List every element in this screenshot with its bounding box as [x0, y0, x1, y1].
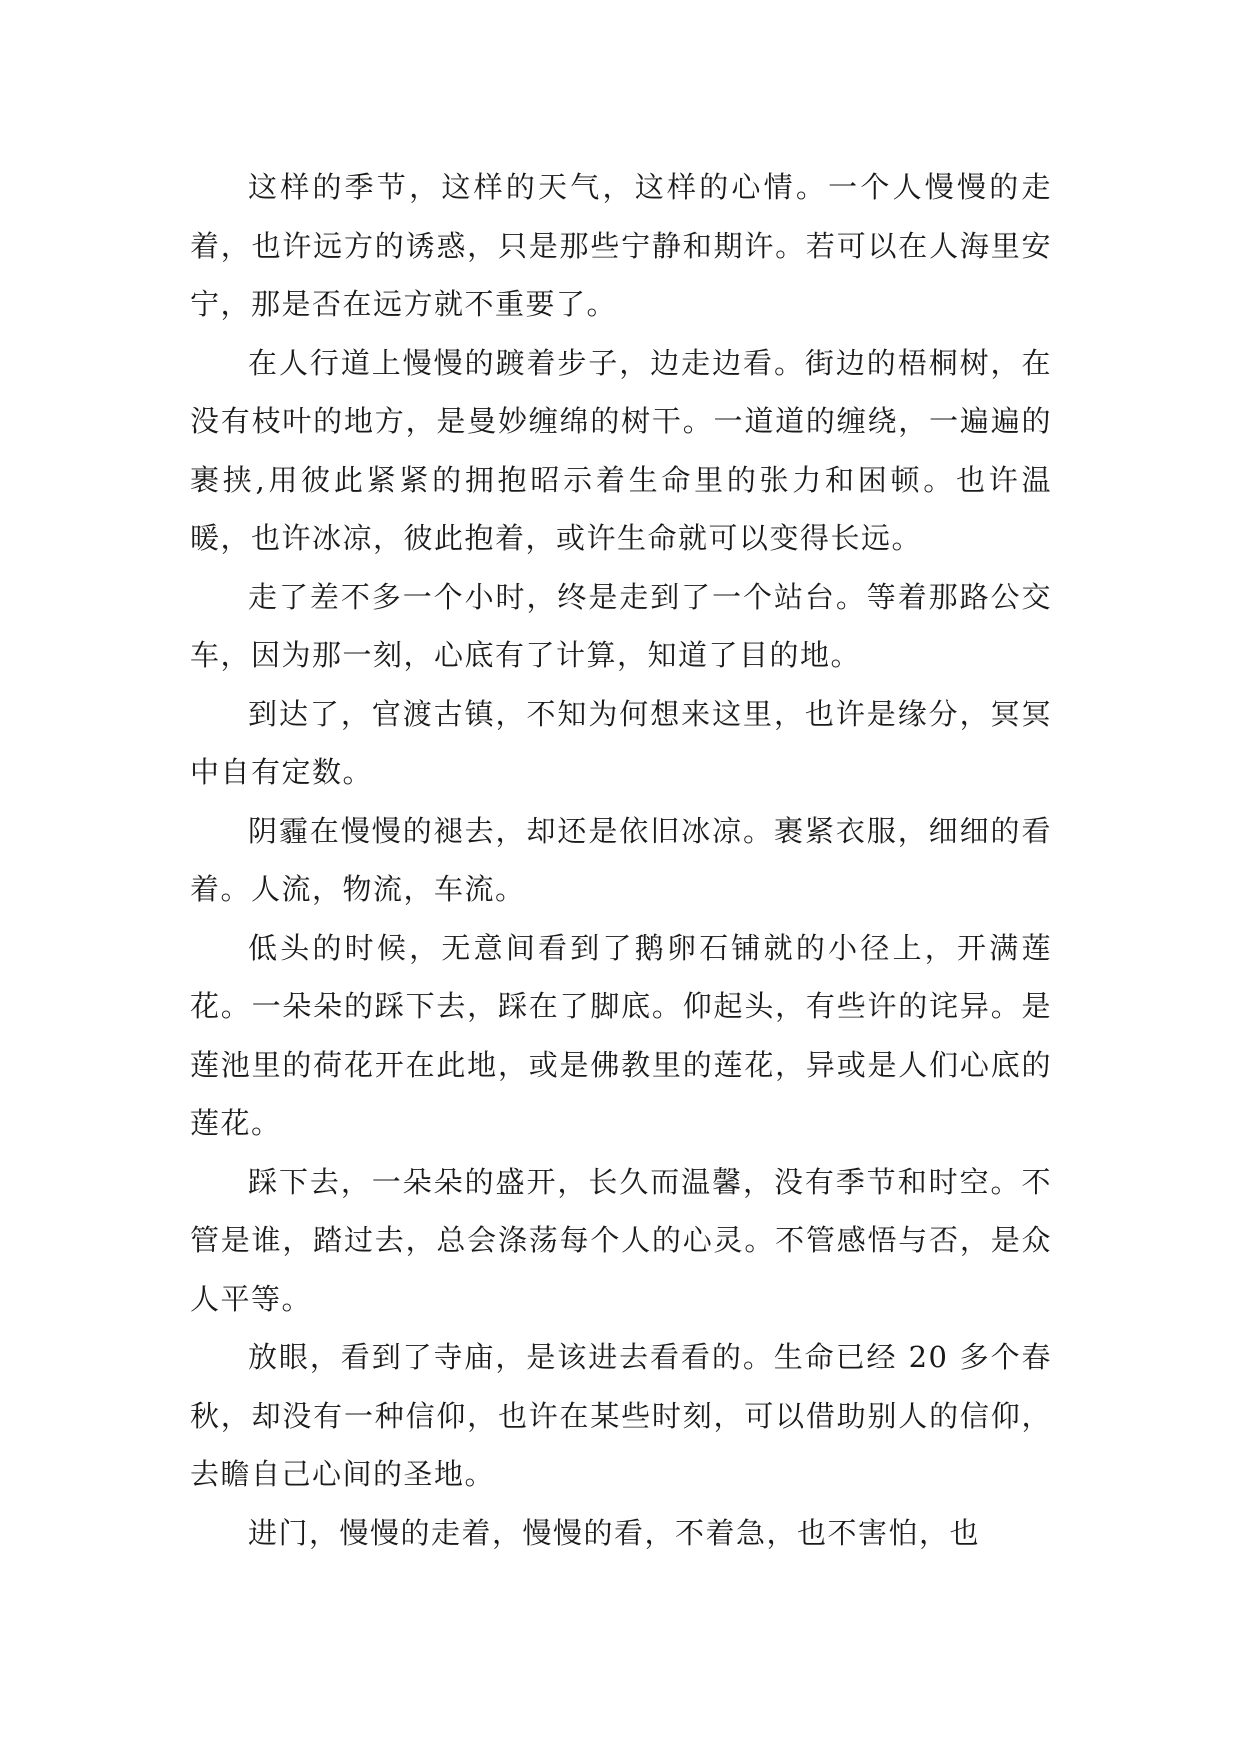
document-body — [190, 158, 1052, 1562]
paragraph-8: 放眼，看到了寺庙，是该进去看看的。生命已经 20 多个春秋，却没有一种信仰，也许在某些时刻，可以借助别人的信仰，去瞻自己心间的圣地。 — [190, 1340, 1052, 1491]
paragraph-9: 进门，慢慢的走着，慢慢的看，不着急，也不害怕，也 — [248, 1515, 981, 1550]
paragraph-4: 到达了，官渡古镇，不知为何想来这里，也许是缘分，冥冥中自有定数。 — [190, 696, 1052, 789]
paragraph-2: 在人行道上慢慢的踱着步子，边走边看。街边的梧桐树，在没有枝叶的地方，是曼妙缠绵的树干。一道道的缠绕，一遍遍的裹挟,用彼此紧紧的拥抱昭示着生命里的张力和困顿。也许温暖，也许冰凉，彼此抱着，或许生命就可以变得长远。 — [190, 345, 1052, 555]
paragraph-3: 走了差不多一个小时，终是走到了一个站台。等着那路公交车，因为那一刻，心底有了计算，知道了目的地。 — [190, 579, 1052, 672]
paragraph-1: 这样的季节，这样的天气，这样的心情。一个人慢慢的走着，也许远方的诱惑，只是那些宁静和期许。若可以在人海里安宁，那是否在远方就不重要了。 — [190, 170, 1052, 321]
paragraph-5: 阴霾在慢慢的褪去，却还是依旧冰凉。裹紧衣服，细细的看着。人流，物流，车流。 — [190, 813, 1052, 906]
paragraph-6: 低头的时候，无意间看到了鹅卵石铺就的小径上，开满莲花。一朵朵的踩下去，踩在了脚底。仰起头，有些许的诧异。是莲池里的荷花开在此地，或是佛教里的莲花，异或是人们心底的莲花。 — [190, 930, 1052, 1140]
paragraph-7: 踩下去，一朵朵的盛开，长久而温馨，没有季节和时空。不管是谁，踏过去，总会涤荡每个人的心灵。不管感悟与否，是众人平等。 — [190, 1164, 1052, 1316]
